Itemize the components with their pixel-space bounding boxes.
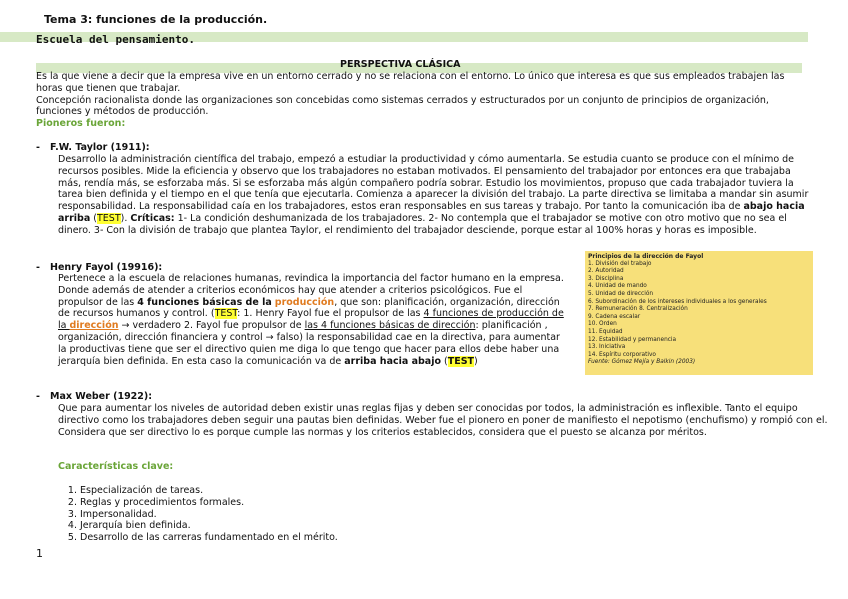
list-item: 4. Jerarquía bien definida. [80,520,816,532]
fayol-box-item: 13. Iniciativa [588,344,626,351]
fayol-text-b: , que son: planificación, organización, dirección de recursos humanos y control. ( [58,296,560,320]
taylor-text-b: 1- La condición deshumanizada de los trabajadores. 2- No contempla que el trabajador se motive con otro motivo que no sea el dinero. 3- Con la división de trabajo que plantea Taylor, el rendimiento del trabajador desciende, porque estar al 100% horas y horas es imposible. [58,212,787,236]
intro-line-1: Es la que viene a decir que la empresa vive en un entorno cerrado y no se relaciona con el entorno. Lo único que interesa es que sus empleados trabajen las horas que tienen que trabajar. [36,71,785,94]
weber-paragraph: Que para aumentar los niveles de autoridad deben existir unas reglas fijas y deben ser conocidas por todos, la administración es inflexible. Tanto el equipo directivo como los trabajadores deben seguir una pautas bien definidas. Weber fue el pionero en poner de manifiesto el nepotismo (enchufismo) y rompió con el. Considera que ser directivo lo es porque cumple las normas y los criterios establecidos, considera que el puesto se alcanza por méritos. [58,403,828,438]
page-number: 1 [36,547,43,560]
fayol-box-item: 2. Autoridad [588,268,624,275]
intro-line-2: Concepción racionalista donde las organizaciones son concebidas como sistemas cerrados y estructurados por un conjunto de principios de organización, funciones y métodos de producción. [36,94,769,118]
list-item: 2. Reglas y procedimientos formales. [80,497,816,509]
features-list-wrap [56,485,816,544]
fayol-orange-production: producción [274,296,335,308]
fayol-principles-box [585,251,813,375]
fayol-box-item: 1. División del trabajo [588,260,652,267]
school-heading: Escuela del pensamiento. [36,33,195,46]
fayol-box-item: 7. Remuneración 8. Centralización [588,306,688,313]
fayol-name: Henry Fayol (19916): [50,262,163,273]
fayol-box-item: 5. Unidad de dirección [588,290,654,297]
list-item: 3. Impersonalidad. [80,509,816,521]
weber-heading: - Max Weber (1922): [36,391,153,402]
features-list [56,485,816,544]
fayol-box-item: 10. Orden [588,321,617,328]
taylor-criticas-label: Críticas: [130,212,175,224]
fayol-heading: - Henry Fayol (19916): [36,262,163,273]
weber-name: Max Weber (1922): [50,391,153,402]
fayol-direction: arriba hacia abajo [344,355,441,367]
fayol-box-item: 6. Subordinación de los intereses individuales a los generales [588,298,767,305]
fayol-box-item: 9. Cadena escalar [588,313,641,320]
fayol-box-source: Fuente: Gómez Mejía y Balkin (2003) [588,359,696,366]
list-item: 5. Desarrollo de las carreras fundamentado en el mérito. [80,532,816,544]
taylor-text-a: Desarrollo la administración científica del trabajo, empezó a estudiar la productividad y cómo aumentarla. Se estudia cuanto se produce con el mínimo de recursos posibles. Mide la eficiencia y observo que los trabajadores no estaban motivados. El pensamiento del trabajador por entonces era que trabajaba más, rendía más, se esforzaba más. Si se esforzaba más algún compañero podría sobrar. Estudio los movimientos, propuso que cada trabajador tuviera la tarea bien definida y el tiempo en el que tenía que ejecutarla. Comienza a aparecer la división del trabajo. La parte directiva se limitaba a mandar sin asumir responsabilidad. La responsabilidad caía en los trabajadores, estos eran responsables en sus tareas y trabajo. Por tanto la comunicación iba de [58,154,809,213]
fayol-text-a: Pertenece a la escuela de relaciones humanas, revindica la importancia del factor humano en la empresa. Donde además de atender a criterios económicos hay que atender a criterios psicológicos. Fue el propulsor de las [58,273,564,308]
fayol-text-g: ) [474,355,478,367]
pioneers-label: Pioneros fueron: [36,118,126,130]
taylor-test-highlight: TEST [96,212,121,224]
intro-paragraph [36,71,806,130]
taylor-direction: abajo hacia arriba [58,201,805,224]
taylor-name: F.W. Taylor (1911): [50,142,150,153]
page-title: Tema 3: funciones de la producción. [44,13,268,26]
fayol-box-item: 4. Unidad de mando [588,283,647,290]
fayol-underline-1: 4 funciones de producción de la [58,308,564,332]
fayol-bold-functions: 4 funciones básicas de la [137,296,272,308]
fayol-box-item: 12. Estabilidad y permanencia [588,336,677,343]
list-item: 1. Especialización de tareas. [80,485,816,497]
fayol-text-c: : 1. Henry Fayol fue el propulsor de las [237,308,424,320]
fayol-box-item: 3. Disciplina [588,275,624,282]
fayol-text-d: → verdadero 2. Fayol fue propulsor de [118,320,305,332]
fayol-orange-direction: dirección [69,320,119,332]
taylor-heading: - F.W. Taylor (1911): [36,142,150,153]
fayol-test-highlight-2: TEST [447,355,475,367]
fayol-test-highlight-1: TEST [214,308,238,320]
taylor-paragraph: Desarrollo la administración científica del trabajo, empezó a estudiar la productividad y cómo aumentarla. Se estudia cuanto se produce con el mínimo de recursos posibles. Mide la eficiencia y observo que los trabajadores no estaban motivados. El pensamiento del trabajador por entonces era que trabajaba más, rendía más, se esforzaba más. Si se esforzaba más algún compañero podría sobrar. Estudio los movimientos, propuso que cada trabajador tuviera la tarea bien definida y el tiempo en el que tenía que ejecutarla. Comienza a aparecer la división del trabajo. La parte directiva se limitaba a mandar sin asumir responsabilidad. La responsabilidad caía en los trabajadores, estos eran responsables en sus tareas y trabajo. Por tanto la comunicación iba de abajo hacia arriba (TEST). Críticas: 1- La condición deshumanizada de los trabajadores. 2- No contempla que el trabajador se motive con otro motivo que no sea el dinero. 3- Con la división de trabajo que plantea Taylor, el rendimiento del trabajador desciende, porque estar al 100% horas y horas es imposible. [58,154,809,236]
features-label: Características clave: [58,461,174,472]
fayol-box-item: 14. Espíritu corporativo [588,351,656,358]
fayol-paragraph [58,273,566,367]
fayol-box-title: Principios de la dirección de Fayol [588,253,704,260]
fayol-text-f: ( [441,355,448,367]
section-heading: PERSPECTIVA CLÁSICA [340,59,461,70]
fayol-underline-2: las 4 funciones básicas de dirección [304,320,476,332]
fayol-text-e: : planificación , organización, dirección financiera y control → falso) la responsabilidad cae en la directiva, para aumentar la productivas tiene que ser el directivo quien me diga lo que tengo que hacer para ellos debe haber una jerarquía bien definida. En esta caso la comunicación va de [58,320,560,367]
fayol-box-item: 11. Equidad [588,328,623,335]
